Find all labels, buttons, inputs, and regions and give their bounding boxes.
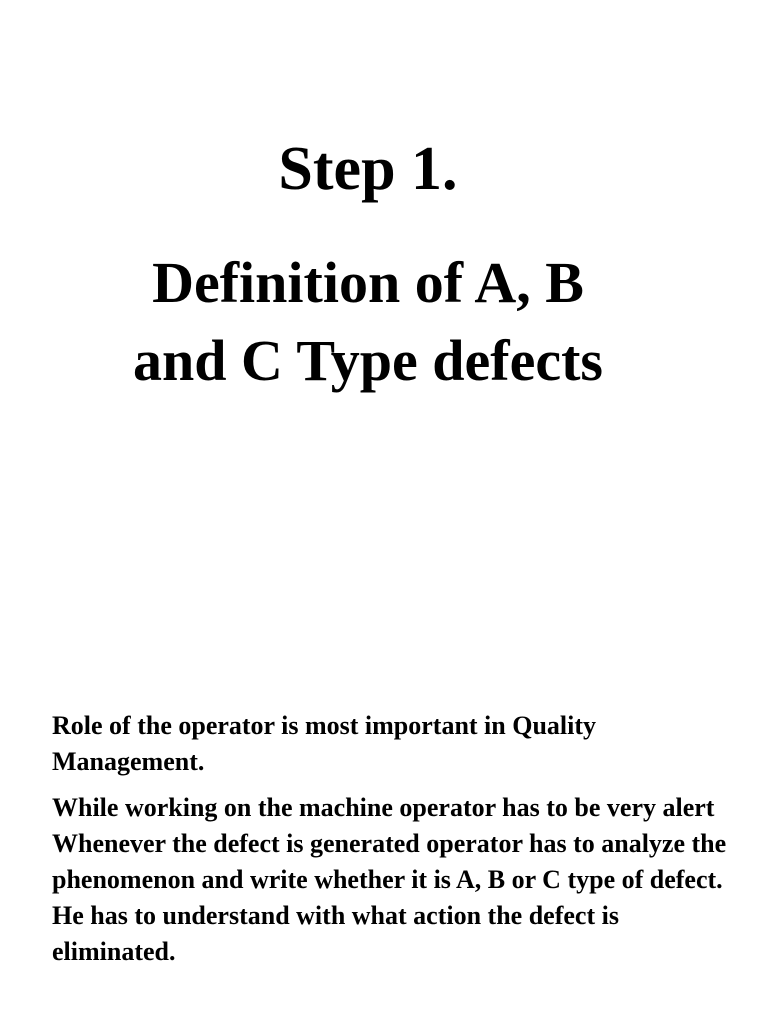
heading-line-2: and C Type defects [133, 328, 603, 393]
paragraph-operator-duty: While working on the machine operator has to be very alert Whenever the defect is generated operator has to analyze the phenomenon and write whether it is A, B or C type of defect. He has to understand with what action the defect is eliminated. [52, 793, 727, 966]
body-text [52, 708, 742, 980]
paragraph-role: Role of the operator is most important in Quality Management. [52, 711, 597, 776]
step-title: Step 1. [278, 135, 458, 203]
heading-line-1: Definition of A, B [152, 250, 584, 315]
slide-heading [0, 244, 736, 400]
